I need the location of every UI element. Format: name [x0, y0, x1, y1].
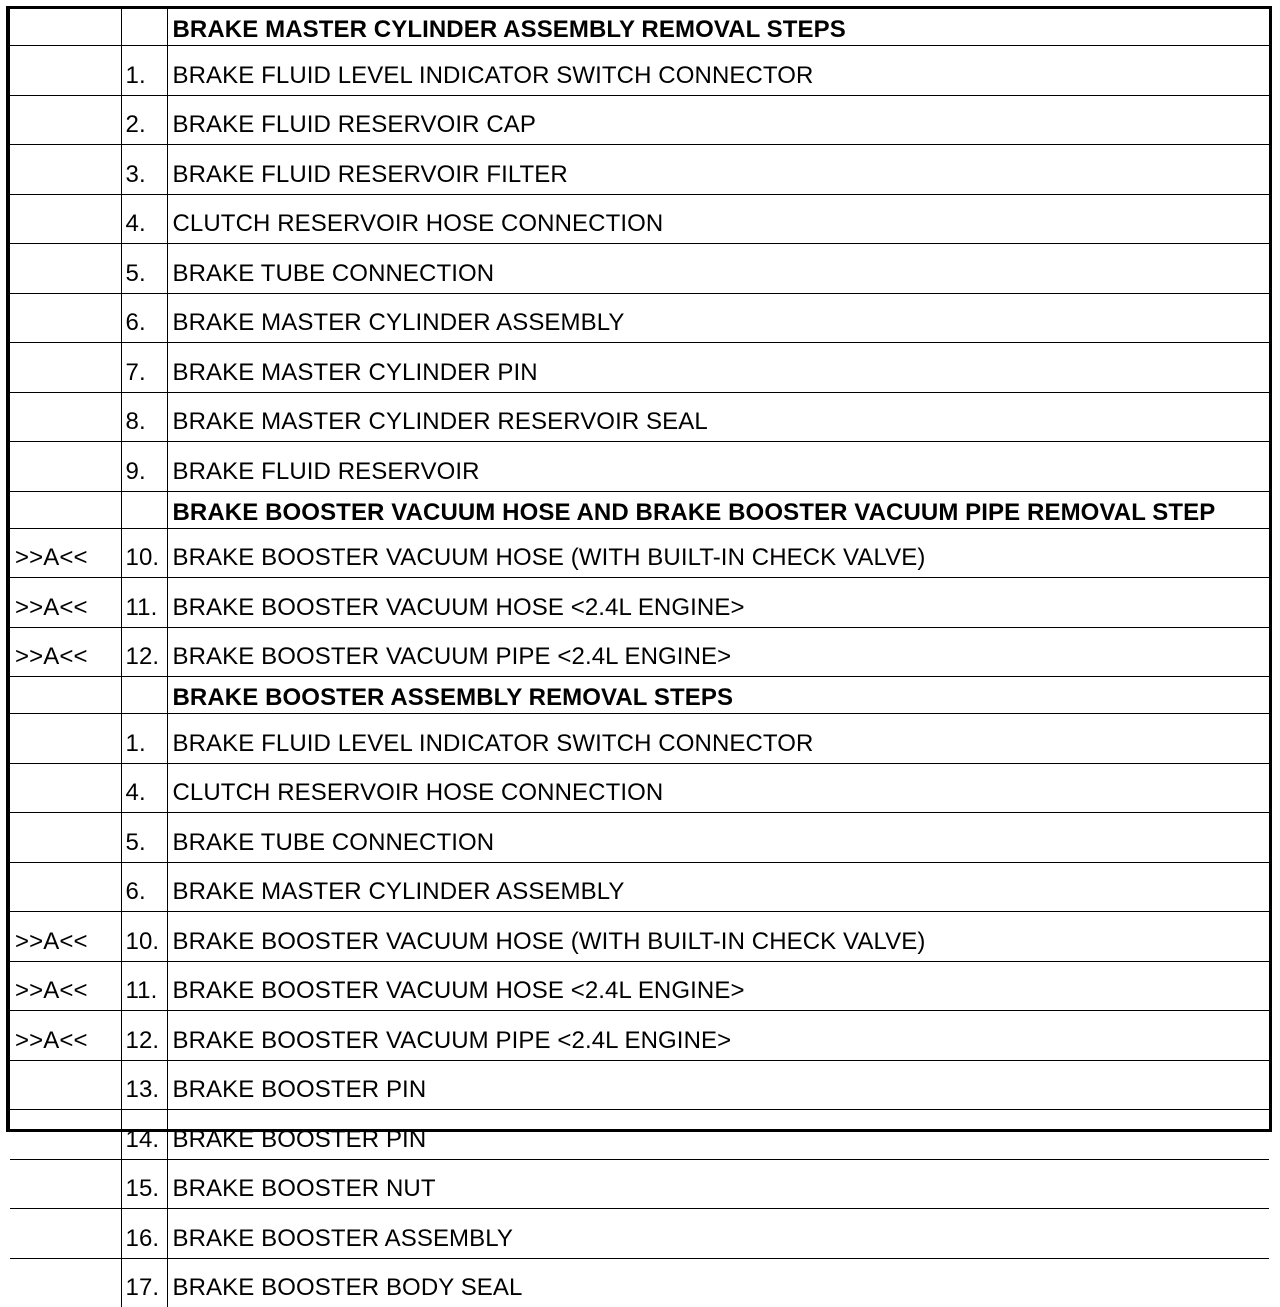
step-row — [10, 1258, 1269, 1307]
step-note: >>A<< — [10, 961, 121, 1011]
step-number: 6. — [121, 293, 167, 343]
step-row — [10, 627, 1269, 677]
step-note — [10, 1060, 121, 1110]
step-description: BRAKE TUBE CONNECTION — [167, 813, 1269, 863]
step-description: BRAKE FLUID RESERVOIR — [167, 442, 1269, 492]
step-description: BRAKE BOOSTER VACUUM PIPE <2.4L ENGINE> — [167, 1011, 1269, 1061]
step-number: 5. — [121, 813, 167, 863]
step-number: 9. — [121, 442, 167, 492]
step-number: 6. — [121, 862, 167, 912]
step-row — [10, 442, 1269, 492]
step-number: 4. — [121, 194, 167, 244]
step-row — [10, 1159, 1269, 1209]
step-row — [10, 1209, 1269, 1259]
section-header-num-cell — [121, 491, 167, 528]
step-description: BRAKE FLUID LEVEL INDICATOR SWITCH CONNECTOR — [167, 714, 1269, 764]
step-row — [10, 293, 1269, 343]
step-number: 7. — [121, 343, 167, 393]
step-description: BRAKE BOOSTER NUT — [167, 1159, 1269, 1209]
step-number: 13. — [121, 1060, 167, 1110]
step-number: 1. — [121, 714, 167, 764]
step-description: BRAKE BOOSTER VACUUM HOSE <2.4L ENGINE> — [167, 961, 1269, 1011]
procedure-table-frame — [6, 6, 1272, 1301]
step-note — [10, 244, 121, 294]
step-note — [10, 343, 121, 393]
step-number: 16. — [121, 1209, 167, 1259]
removal-steps-table — [10, 9, 1269, 1307]
step-description: BRAKE FLUID LEVEL INDICATOR SWITCH CONNECTOR — [167, 46, 1269, 96]
step-row — [10, 392, 1269, 442]
step-description: BRAKE MASTER CYLINDER PIN — [167, 343, 1269, 393]
section-header-row — [10, 9, 1269, 46]
step-description: CLUTCH RESERVOIR HOSE CONNECTION — [167, 194, 1269, 244]
step-note — [10, 145, 121, 195]
step-number: 4. — [121, 763, 167, 813]
step-note — [10, 1209, 121, 1259]
step-number: 11. — [121, 961, 167, 1011]
section-title: BRAKE MASTER CYLINDER ASSEMBLY REMOVAL STEPS — [167, 9, 1269, 46]
step-description: BRAKE BOOSTER PIN — [167, 1110, 1269, 1160]
section-header-note-cell — [10, 491, 121, 528]
step-row — [10, 961, 1269, 1011]
table-body — [10, 9, 1269, 1307]
step-number: 8. — [121, 392, 167, 442]
step-number: 2. — [121, 95, 167, 145]
step-description: BRAKE FLUID RESERVOIR FILTER — [167, 145, 1269, 195]
step-description: BRAKE BOOSTER BODY SEAL — [167, 1258, 1269, 1307]
step-note — [10, 714, 121, 764]
step-note — [10, 293, 121, 343]
step-note — [10, 442, 121, 492]
step-note — [10, 95, 121, 145]
section-header-note-cell — [10, 9, 121, 46]
step-description: BRAKE BOOSTER VACUUM HOSE (WITH BUILT-IN CHECK VALVE) — [167, 912, 1269, 962]
step-row — [10, 912, 1269, 962]
step-number: 1. — [121, 46, 167, 96]
step-note: >>A<< — [10, 1011, 121, 1061]
step-description: BRAKE TUBE CONNECTION — [167, 244, 1269, 294]
step-number: 11. — [121, 578, 167, 628]
step-number: 17. — [121, 1258, 167, 1307]
step-row — [10, 1011, 1269, 1061]
step-description: BRAKE MASTER CYLINDER ASSEMBLY — [167, 293, 1269, 343]
step-description: BRAKE BOOSTER PIN — [167, 1060, 1269, 1110]
step-description: BRAKE BOOSTER VACUUM PIPE <2.4L ENGINE> — [167, 627, 1269, 677]
step-description: BRAKE FLUID RESERVOIR CAP — [167, 95, 1269, 145]
section-header-num-cell — [121, 9, 167, 46]
step-row — [10, 46, 1269, 96]
step-number: 10. — [121, 912, 167, 962]
step-note: >>A<< — [10, 912, 121, 962]
step-number: 12. — [121, 1011, 167, 1061]
step-note: >>A<< — [10, 627, 121, 677]
step-note — [10, 1110, 121, 1160]
step-number: 12. — [121, 627, 167, 677]
step-description: BRAKE BOOSTER VACUUM HOSE (WITH BUILT-IN CHECK VALVE) — [167, 528, 1269, 578]
step-row — [10, 578, 1269, 628]
step-row — [10, 1060, 1269, 1110]
step-note — [10, 46, 121, 96]
step-note — [10, 392, 121, 442]
step-row — [10, 244, 1269, 294]
section-title: BRAKE BOOSTER VACUUM HOSE AND BRAKE BOOSTER VACUUM PIPE REMOVAL STEP — [167, 491, 1269, 528]
step-note — [10, 194, 121, 244]
section-header-row — [10, 491, 1269, 528]
step-number: 10. — [121, 528, 167, 578]
step-row — [10, 343, 1269, 393]
step-note: >>A<< — [10, 528, 121, 578]
step-row — [10, 862, 1269, 912]
step-note — [10, 763, 121, 813]
step-description: BRAKE MASTER CYLINDER ASSEMBLY — [167, 862, 1269, 912]
step-row — [10, 194, 1269, 244]
step-note — [10, 813, 121, 863]
step-note — [10, 1159, 121, 1209]
step-number: 5. — [121, 244, 167, 294]
step-row — [10, 714, 1269, 764]
section-header-row — [10, 677, 1269, 714]
section-header-note-cell — [10, 677, 121, 714]
step-description: BRAKE BOOSTER VACUUM HOSE <2.4L ENGINE> — [167, 578, 1269, 628]
step-row — [10, 528, 1269, 578]
step-row — [10, 145, 1269, 195]
section-title: BRAKE BOOSTER ASSEMBLY REMOVAL STEPS — [167, 677, 1269, 714]
step-number: 14. — [121, 1110, 167, 1160]
step-description: CLUTCH RESERVOIR HOSE CONNECTION — [167, 763, 1269, 813]
step-number: 15. — [121, 1159, 167, 1209]
step-note — [10, 862, 121, 912]
step-note — [10, 1258, 121, 1307]
step-row — [10, 95, 1269, 145]
step-row — [10, 1110, 1269, 1160]
step-description: BRAKE BOOSTER ASSEMBLY — [167, 1209, 1269, 1259]
step-row — [10, 813, 1269, 863]
step-number: 3. — [121, 145, 167, 195]
section-header-num-cell — [121, 677, 167, 714]
step-note: >>A<< — [10, 578, 121, 628]
step-description: BRAKE MASTER CYLINDER RESERVOIR SEAL — [167, 392, 1269, 442]
step-row — [10, 763, 1269, 813]
